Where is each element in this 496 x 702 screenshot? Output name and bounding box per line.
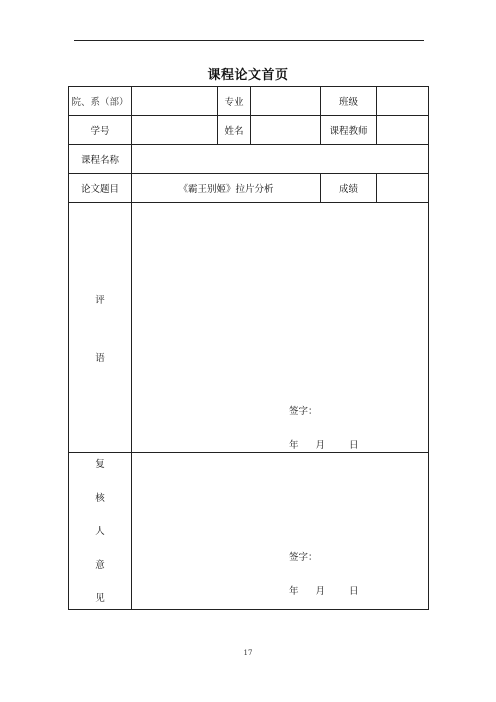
review-label-char: 意 [95, 559, 105, 571]
comments-field[interactable] [132, 203, 429, 453]
course-name-label: 课程名称 [69, 145, 132, 174]
form-row-review [69, 453, 429, 610]
paper-title-label: 论文题目 [69, 174, 132, 203]
comments-date-day: 日 [349, 440, 359, 451]
teacher-label: 课程教师 [321, 116, 377, 145]
course-name-field[interactable] [132, 145, 429, 174]
review-date [289, 583, 359, 597]
form-row-student [69, 116, 429, 145]
comments-signature-label: 签字： [289, 406, 318, 417]
department-field[interactable] [132, 87, 218, 116]
name-label: 姓名 [218, 116, 251, 145]
review-label-char: 核 [95, 492, 105, 504]
form-row-comments [69, 203, 429, 453]
student-id-label: 学号 [69, 116, 132, 145]
grade-label: 成绩 [321, 174, 377, 203]
form-row-course [69, 145, 429, 174]
page-number: 17 [243, 649, 253, 657]
page-title: 课程论文首页 [207, 68, 289, 83]
comments-label-char: 语 [95, 352, 105, 364]
student-id-field[interactable] [132, 116, 218, 145]
cover-form-table [68, 86, 429, 610]
review-signature-label: 签字： [289, 552, 318, 563]
comments-date-year: 年 [289, 440, 299, 451]
review-label-char: 见 [95, 593, 105, 605]
review-label [69, 453, 132, 610]
comments-label-char: 评 [95, 295, 105, 306]
review-date-month: 月 [315, 586, 326, 597]
grade-field[interactable] [377, 174, 429, 203]
major-field[interactable] [251, 87, 321, 116]
review-label-char: 人 [95, 526, 105, 538]
class-label: 班级 [321, 87, 377, 116]
header-rule [74, 40, 424, 41]
comments-label [69, 203, 132, 453]
review-label-char: 复 [95, 459, 105, 471]
comments-date [289, 437, 359, 451]
comments-date-month: 月 [315, 440, 326, 451]
teacher-field[interactable] [377, 116, 429, 145]
name-field[interactable] [251, 116, 321, 145]
form-row-department [69, 87, 429, 116]
major-label: 专业 [218, 87, 251, 116]
department-label: 院、系（部） [69, 87, 132, 116]
review-date-year: 年 [289, 586, 299, 597]
review-field[interactable] [132, 453, 429, 610]
paper-title-value[interactable]: 《霸王别姬》拉片分析 [132, 174, 321, 203]
cover-form [68, 86, 428, 609]
form-row-paper [69, 174, 429, 203]
review-date-day: 日 [349, 586, 359, 597]
class-field[interactable] [377, 87, 429, 116]
